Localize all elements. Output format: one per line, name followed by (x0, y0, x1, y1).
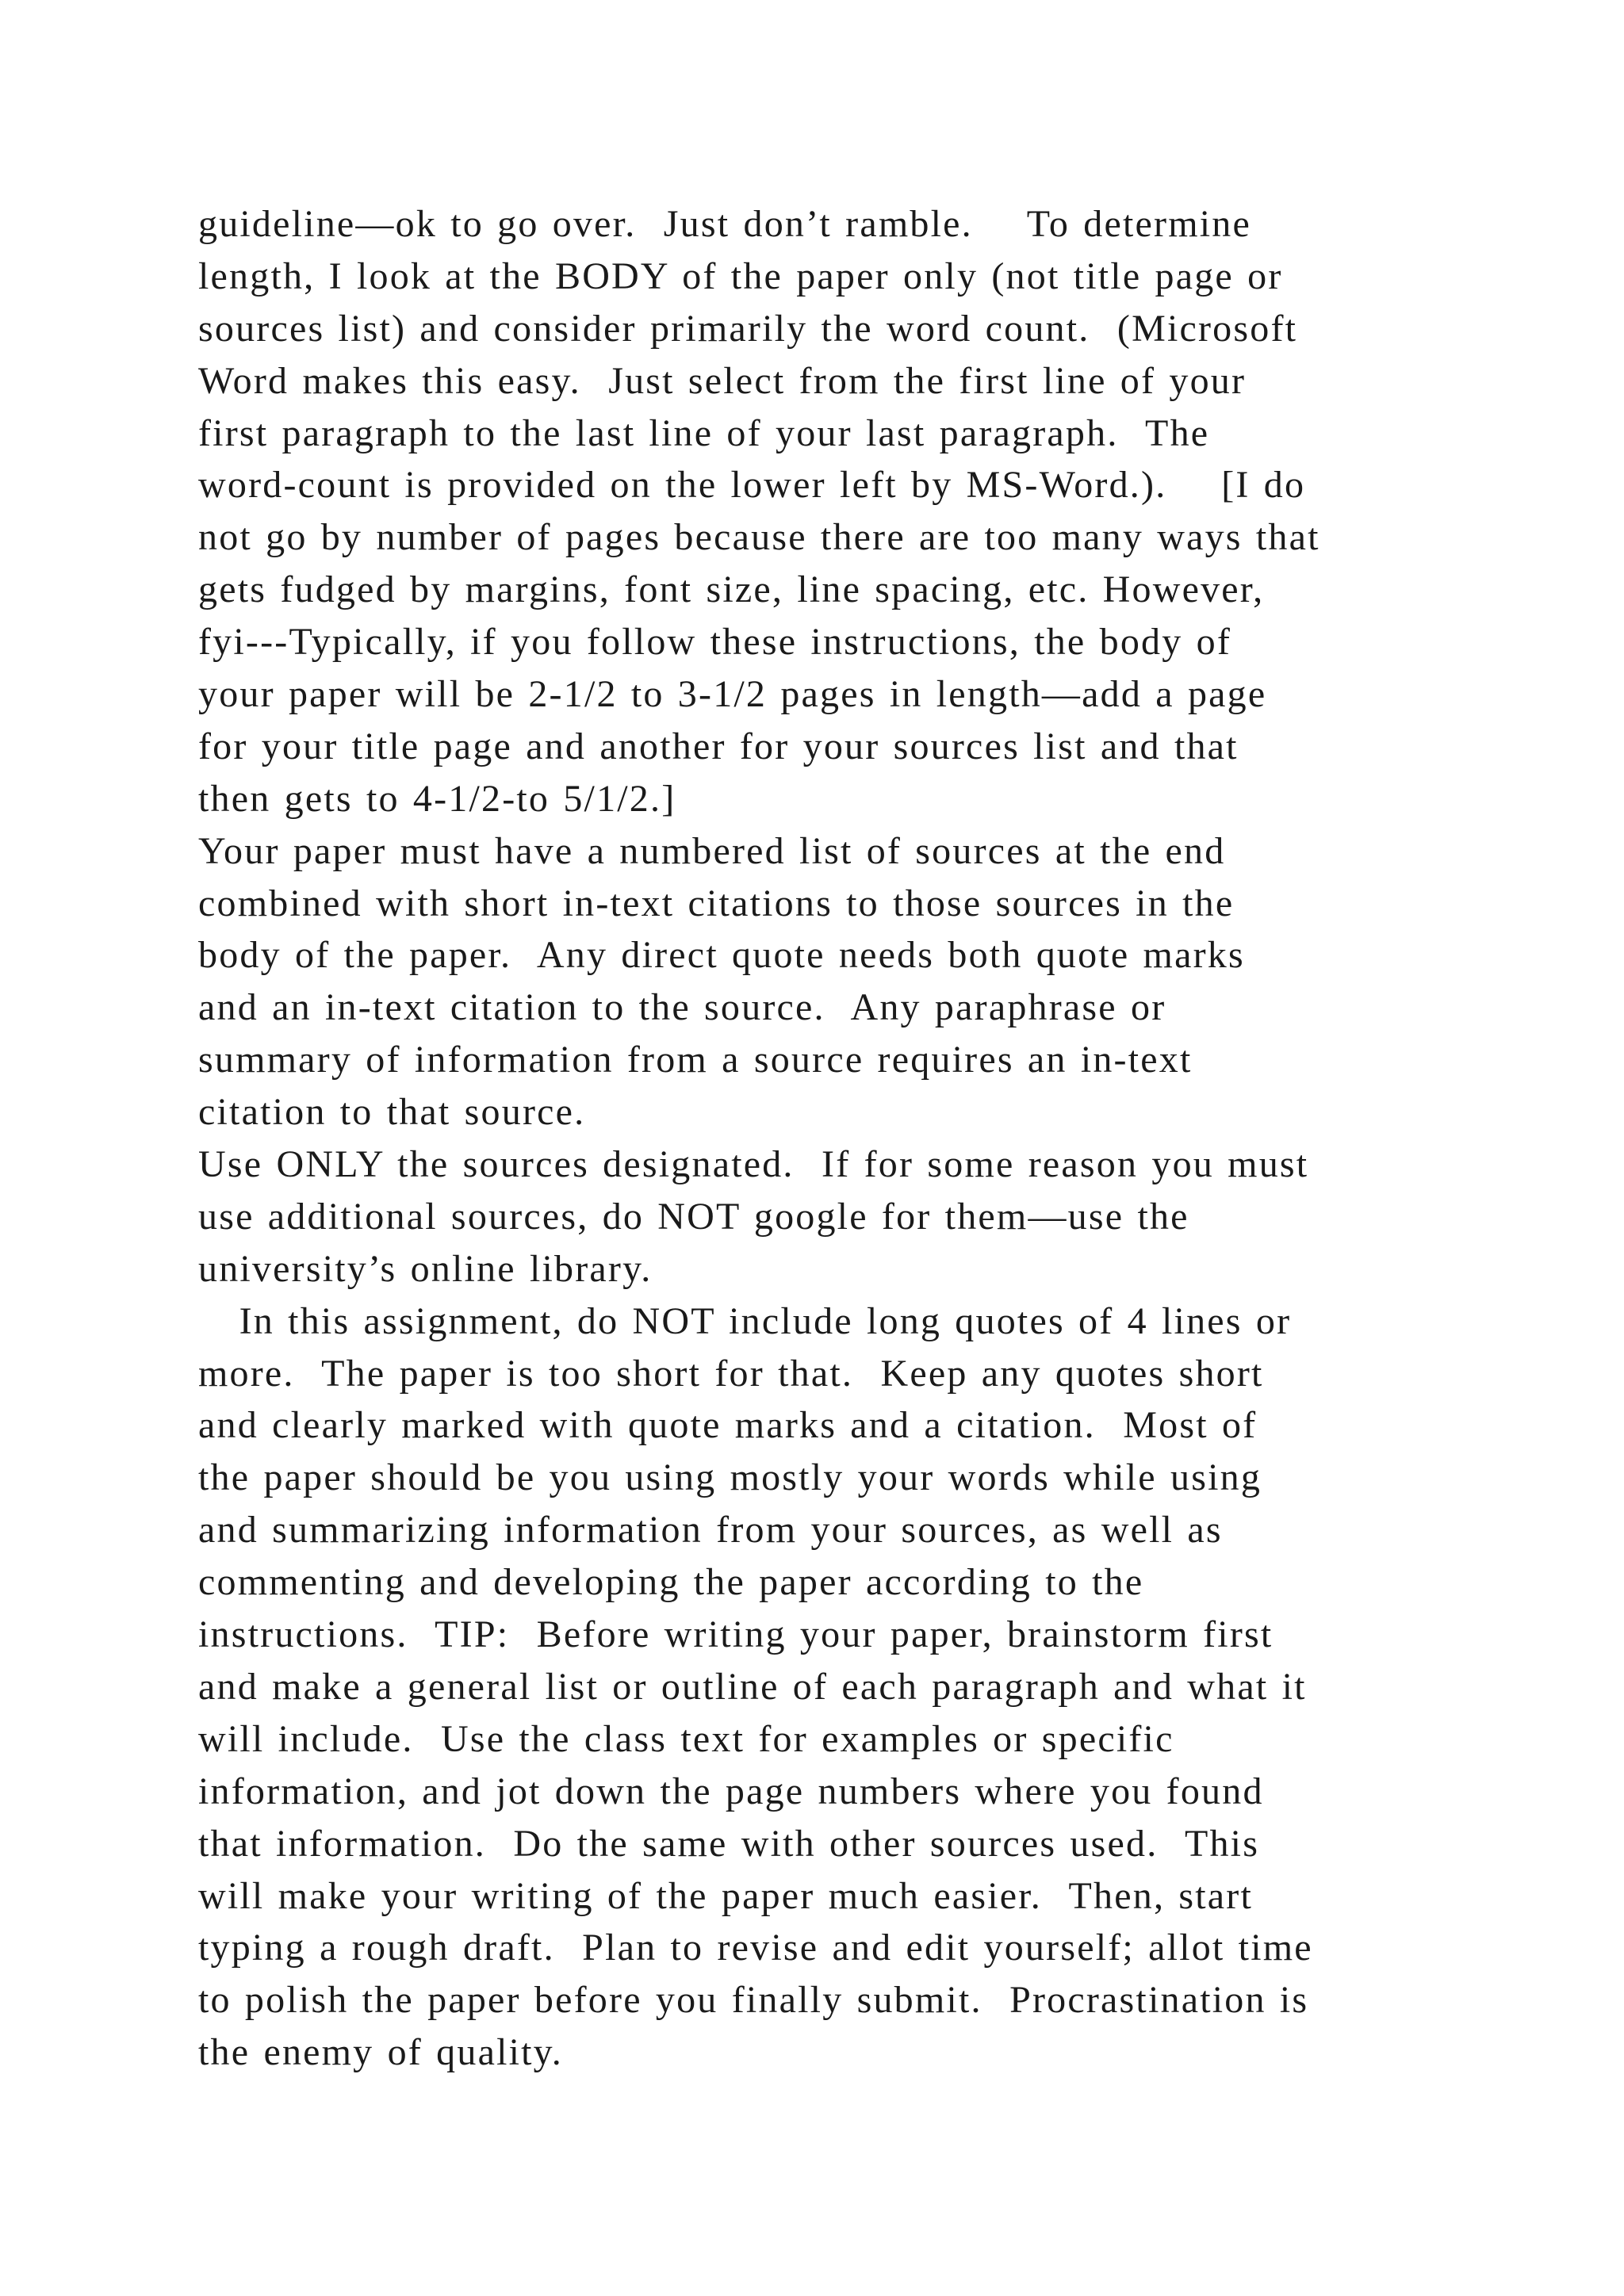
text-line: your paper will be 2-1/2 to 3-1/2 pages in length—add a page (198, 673, 1267, 716)
text-line: fyi---Typically, if you follow these instructions, the body of (198, 621, 1232, 664)
text-line: combined with short in-text citations to those sources in the (198, 882, 1235, 924)
text-line: will make your writing of the paper much easier. Then, start (198, 1874, 1253, 1917)
text-line: and clearly marked with quote marks and a citation. Most of (198, 1404, 1258, 1447)
text-line: information, and jot down the page numbers where you found (198, 1770, 1264, 1812)
text-line: instructions. TIP: Before writing your paper, brainstorm first (198, 1613, 1274, 1656)
text-line: guideline—ok to go over. Just don’t ramble. To determine (198, 203, 1252, 245)
text-line: university’s online library. (198, 1247, 653, 1290)
text-line: will include. Use the class text for examples or specific (198, 1717, 1174, 1760)
text-line: commenting and developing the paper according to the (198, 1561, 1144, 1604)
text-line: length, I look at the BODY of the paper only (not title page or (198, 254, 1283, 297)
text-line: sources list) and consider primarily the word count. (Microsoft (198, 307, 1298, 350)
text-line: first paragraph to the last line of your last paragraph. The (198, 411, 1210, 454)
text-line: gets fudged by margins, font size, line spacing, etc. However, (198, 568, 1265, 611)
text-line: use additional sources, do NOT google for them—use the (198, 1195, 1189, 1238)
text-line: then gets to 4-1/2-to 5/1/2.] (198, 777, 676, 820)
text-line: citation to that source. (198, 1091, 586, 1134)
text-line: the enemy of quality. (198, 2031, 563, 2074)
text-line: and make a general list or outline of each paragraph and what it (198, 1665, 1307, 1708)
text-line: for your title page and another for your sources list and that (198, 725, 1239, 767)
text-line: not go by number of pages because there are too many ways that (198, 516, 1320, 559)
text-line: Word makes this easy. Just select from the first line of your (198, 359, 1247, 402)
text-line: to polish the paper before you finally submit. Procrastination is (198, 1979, 1309, 2022)
text-line: that information. Do the same with other sources used. This (198, 1822, 1260, 1865)
text-line: typing a rough draft. Plan to revise and edit yourself; allot time (198, 1927, 1313, 1969)
text-line: the paper should be you using mostly your words while using (198, 1456, 1262, 1499)
text-line: word-count is provided on the lower left by MS-Word.). [I do (198, 464, 1306, 507)
text-line: body of the paper. Any direct quote needs both quote marks (198, 934, 1245, 977)
text-line: and summarizing information from your sources, as well as (198, 1509, 1223, 1552)
text-line: Your paper must have a numbered list of sources at the end (198, 829, 1226, 872)
text-line: Use ONLY the sources designated. If for some reason you must (198, 1143, 1309, 1186)
body-text (198, 198, 1499, 2079)
text-line: In this assignment, do NOT include long quotes of 4 lines or (198, 1299, 1292, 1342)
text-line: summary of information from a source requires an in-text (198, 1039, 1193, 1081)
text-line: and an in-text citation to the source. Any paraphrase or (198, 986, 1166, 1029)
text-line: more. The paper is too short for that. Keep any quotes short (198, 1352, 1264, 1395)
